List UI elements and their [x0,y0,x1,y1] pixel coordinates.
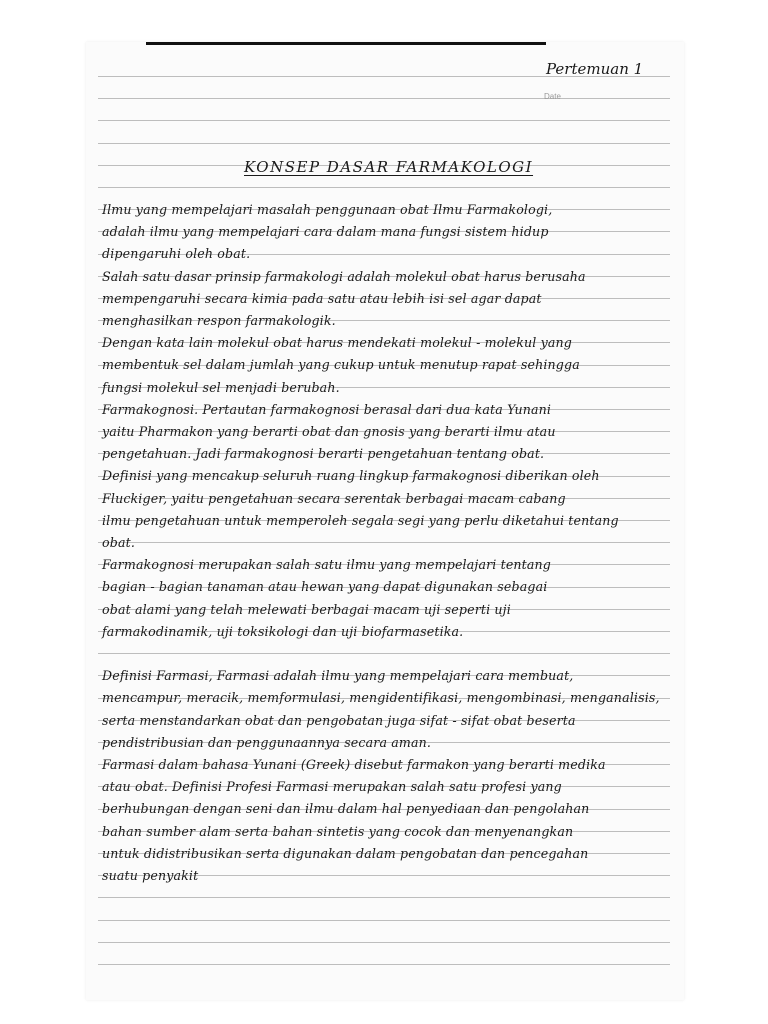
note-line: adalah ilmu yang mempelajari cara dalam mana fungsi sistem hidup [102,224,549,240]
note-line: menghasilkan respon farmakologik. [102,313,336,328]
note-line: Definisi yang mencakup seluruh ruang lingkup farmakognosi diberikan oleh [102,468,600,484]
note-line: mencampur, meracik, memformulasi, mengidentifikasi, mengombinasi, menganalisis, [102,690,660,706]
note-line: ilmu pengetahuan untuk memperoleh segala segi yang perlu diketahui tentang [102,512,619,528]
ruled-line [98,653,670,654]
note-line: yaitu Pharmakon yang berarti obat dan gnosis yang berarti ilmu atau [102,424,556,439]
note-line: obat. [102,535,135,550]
note-line: Farmasi dalam bahasa Yunani (Greek) disebut farmakon yang berarti medika [102,757,606,772]
note-line: Fluckiger, yaitu pengetahuan secara serentak berbagai macam cabang [102,490,566,506]
note-line: bahan sumber alam serta bahan sintetis yang cocok dan menyenangkan [102,823,574,839]
note-line: Salah satu dasar prinsip farmakologi adalah molekul obat harus berusaha [102,268,586,284]
note-line: Ilmu yang mempelajari masalah penggunaan obat Ilmu Farmakologi, [102,202,553,217]
note-line: pendistribusian dan penggunaannya secara aman. [102,734,432,750]
note-line: farmakodinamik, uji toksikologi dan uji biofarmasetika. [102,623,464,639]
ruled-line [98,964,670,965]
ruled-line [98,98,670,99]
note-line: pengetahuan. Jadi farmakognosi berarti pengetahuan tentang obat. [102,446,545,462]
note-line: Dengan kata lain molekul obat harus mendekati molekul - molekul yang [102,335,573,351]
note-line: dipengaruhi oleh obat. [102,246,251,262]
ruled-line [98,897,670,898]
note-line: obat alami yang telah melewati berbagai macam uji seperti uji [102,601,511,617]
ruled-line [98,120,670,121]
note-line: Farmakognosi merupakan salah satu ilmu yang mempelajari tentang [102,557,552,573]
ruled-line [98,920,670,921]
ruled-line [98,542,670,543]
note-line: Definisi Farmasi, Farmasi adalah ilmu yang mempelajari cara membuat, [102,668,574,684]
date-label: Date [544,92,561,101]
note-line: berhubungan dengan seni dan ilmu dalam hal penyediaan dan pengolahan [102,801,590,817]
note-line: mempengaruhi secara kimia pada satu atau lebih isi sel agar dapat [102,290,542,306]
note-line: bagian - bagian tanaman atau hewan yang dapat digunakan sebagai [102,579,548,595]
page-title: KONSEP DASAR FARMAKOLOGI [244,158,534,176]
ruled-line [98,187,670,188]
note-line: suatu penyakit [102,868,199,883]
note-line: fungsi molekul sel menjadi berubah. [102,379,340,395]
note-line: membentuk sel dalam jumlah yang cukup untuk menutup rapat sehingga [102,357,580,373]
meeting-label: Pertemuan 1 [546,60,644,78]
note-line: atau obat. Definisi Profesi Farmasi merupakan salah satu profesi yang [102,779,562,795]
ruled-line [98,143,670,144]
notebook-page [86,42,684,1000]
note-line: Farmakognosi. Pertautan farmakognosi berasal dari dua kata Yunani [102,401,552,417]
note-line: untuk didistribusikan serta digunakan dalam pengobatan dan pencegahan [102,845,589,861]
note-line: serta menstandarkan obat dan pengobatan juga sifat - sifat obat beserta [102,712,576,728]
page-top-edge [146,42,546,45]
ruled-line [98,942,670,943]
